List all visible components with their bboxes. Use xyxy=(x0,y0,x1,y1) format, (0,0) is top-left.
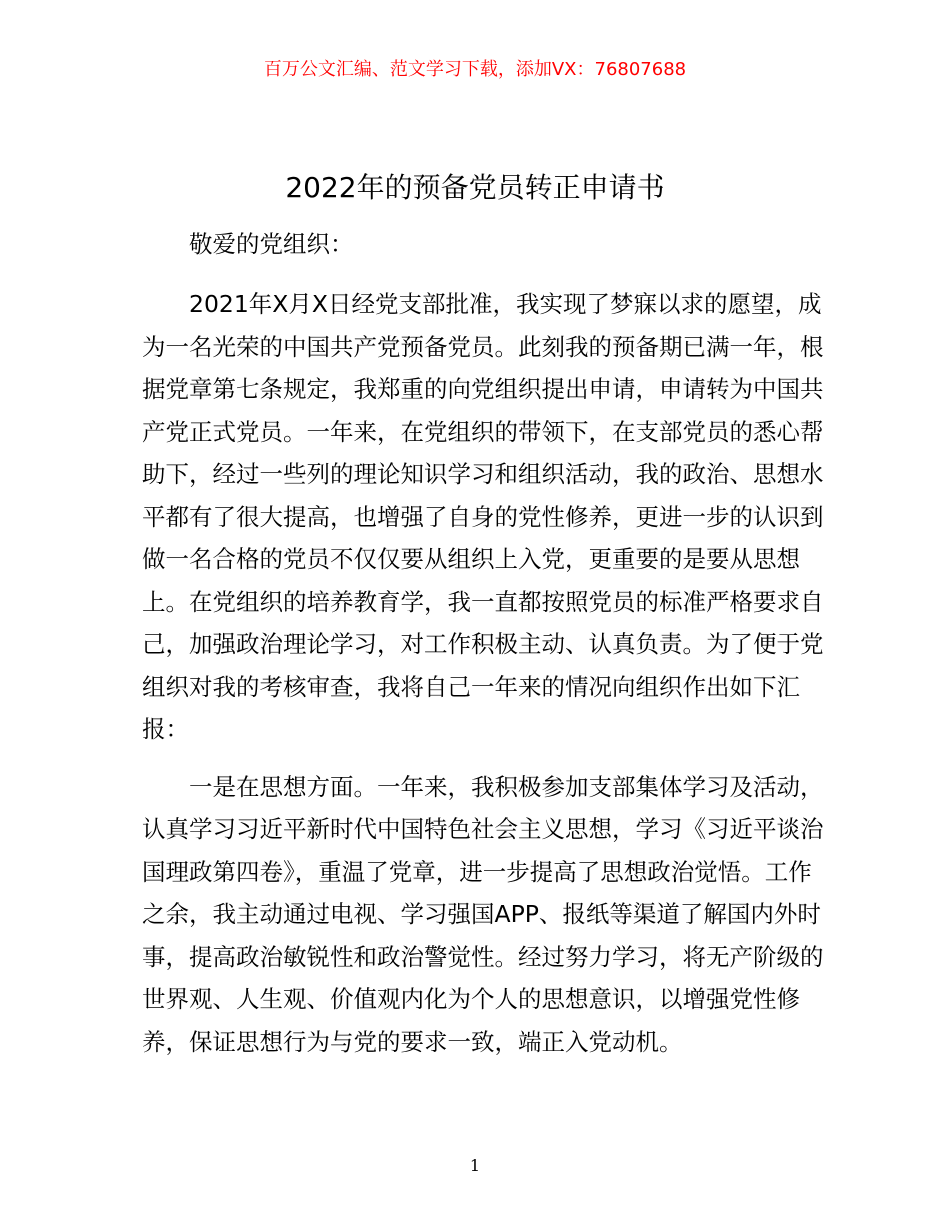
document-title: 2022年的预备党员转正申请书 xyxy=(285,171,665,204)
paragraph-intro: 2021年X月X日经党支部批准，我实现了梦寐以求的愿望，成为一名光荣的中国共产党预备党员。此刻我的预备期已满一年，根据党章第七条规定，我郑重的向党组织提出申请，申请转为中国共产党正式党员。一年来，在党组织的带领下，在支部党员的悉心帮助下，经过一些列的理论知识学习和组织活动，我的政治、思想水平都有了很大提高，也增强了自身的党性修养，更进一步的认识到做一名合格的党员不仅仅要从组织上入党，更重要的是要从思想上。在党组织的培养教育学，我一直都按照党员的标准严格要求自己，加强政治理论学习，对工作积极主动、认真负责。为了便于党组织对我的考核审查，我将自己一年来的情况向组织作出如下汇报： xyxy=(142,290,824,743)
page-number: 1 xyxy=(469,1156,481,1175)
salutation: 敬爱的党组织： xyxy=(189,230,354,258)
header-note: 百万公文汇编、范文学习下载，添加VX：76807688 xyxy=(263,59,687,80)
paragraph-thought: 一是在思想方面。一年来，我积极参加支部集体学习及活动，认真学习习近平新时代中国特色社会主义思想，学习《习近平谈治国理政第四卷》，重温了党章，进一步提高了思想政治觉悟。工作之余，我主动通过电视、学习强国APP、报纸等渠道了解国内外时事，提高政治敏锐性和政治警觉性。经过努力学习，将无产阶级的世界观、人生观、价值观内化为个人的思想意识，以增强党性修养，保证思想行为与党的要求一致，端正入党动机。 xyxy=(142,772,824,1056)
document-body xyxy=(142,283,832,1063)
